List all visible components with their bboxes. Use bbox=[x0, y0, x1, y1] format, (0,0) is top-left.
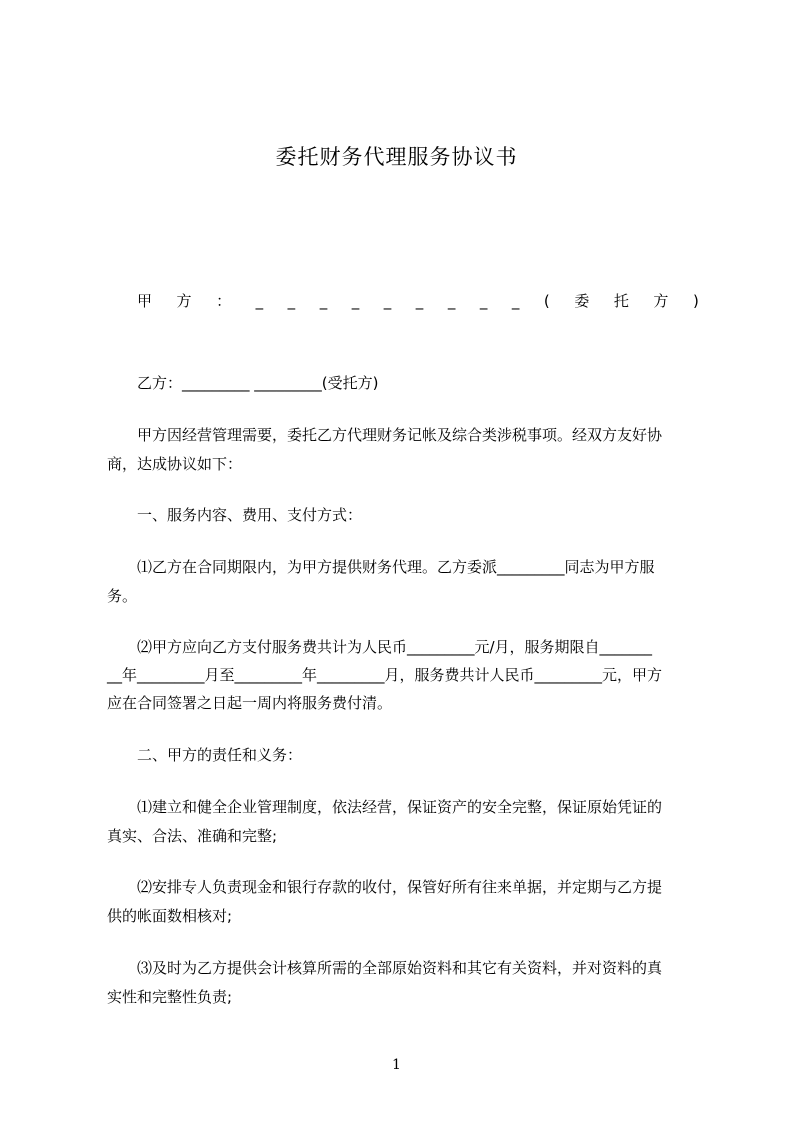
party-a-blank: _ bbox=[319, 292, 328, 310]
party-a-char: 甲 bbox=[137, 292, 153, 310]
document-title: 委托财务代理服务协议书 bbox=[275, 145, 518, 169]
party-a-blank: _ bbox=[351, 292, 360, 310]
party-a-blank: _ bbox=[383, 292, 392, 310]
clause-line: 应在合同签署之日起一周内将服务费付清。 bbox=[107, 694, 393, 712]
page-number: 1 bbox=[392, 1057, 401, 1073]
party-a-blank: _ bbox=[447, 292, 456, 310]
clause-line: 真实、合法、准确和完整; bbox=[107, 827, 278, 845]
clause-line: ⑴乙方在合同期限内，为甲方提供财务代理。乙方委派_________同志为甲方服 bbox=[137, 558, 655, 576]
party-a-blank: _ bbox=[415, 292, 424, 310]
clause-line: 供的帐面数相核对; bbox=[107, 907, 233, 925]
clause-line: ⑶及时为乙方提供会计核算所需的全部原始资料和其它有关资料，并对资料的真 bbox=[137, 959, 663, 977]
section-heading: 一、服务内容、费用、支付方式： bbox=[137, 506, 363, 524]
party-a-char: 方 bbox=[653, 292, 669, 310]
party-a-blank: _ bbox=[255, 292, 264, 310]
party-a-line bbox=[137, 288, 699, 314]
intro-paragraph-line: 商，达成协议如下： bbox=[107, 455, 243, 473]
intro-paragraph-line: 甲方因经营管理需要，委托乙方代理财务记帐及综合类涉税事项。经双方友好协 bbox=[137, 426, 663, 444]
party-a-blank: _ bbox=[479, 292, 488, 310]
party-a-char: 托 bbox=[613, 292, 629, 310]
party-a-blank: _ bbox=[287, 292, 296, 310]
party-a-char: ： bbox=[216, 292, 232, 310]
party-a-char: ( bbox=[543, 292, 550, 310]
clause-line: 务。 bbox=[107, 587, 138, 605]
section-heading: 二、甲方的责任和义务： bbox=[137, 746, 303, 764]
party-b-line: 乙方：_________ _________(受托方) bbox=[137, 374, 379, 392]
clause-line: ⑴建立和健全企业管理制度，依法经营，保证资产的安全完整，保证原始凭证的 bbox=[137, 798, 663, 816]
clause-line: ⑵甲方应向乙方支付服务费共计为人民币_________元/月，服务期限自_______ bbox=[137, 638, 653, 656]
party-a-char: ) bbox=[692, 292, 699, 310]
party-a-blank: _ bbox=[511, 292, 520, 310]
clause-line: 实性和完整性负责; bbox=[107, 988, 233, 1006]
clause-line: __年_________月至_________年_________月，服务费共计人民币_________元，甲方 bbox=[107, 666, 663, 684]
clause-line: ⑵安排专人负责现金和银行存款的收付，保管好所有往来单据，并定期与乙方提 bbox=[137, 878, 663, 896]
party-a-char: 委 bbox=[574, 292, 590, 310]
party-a-char: 方 bbox=[176, 292, 192, 310]
